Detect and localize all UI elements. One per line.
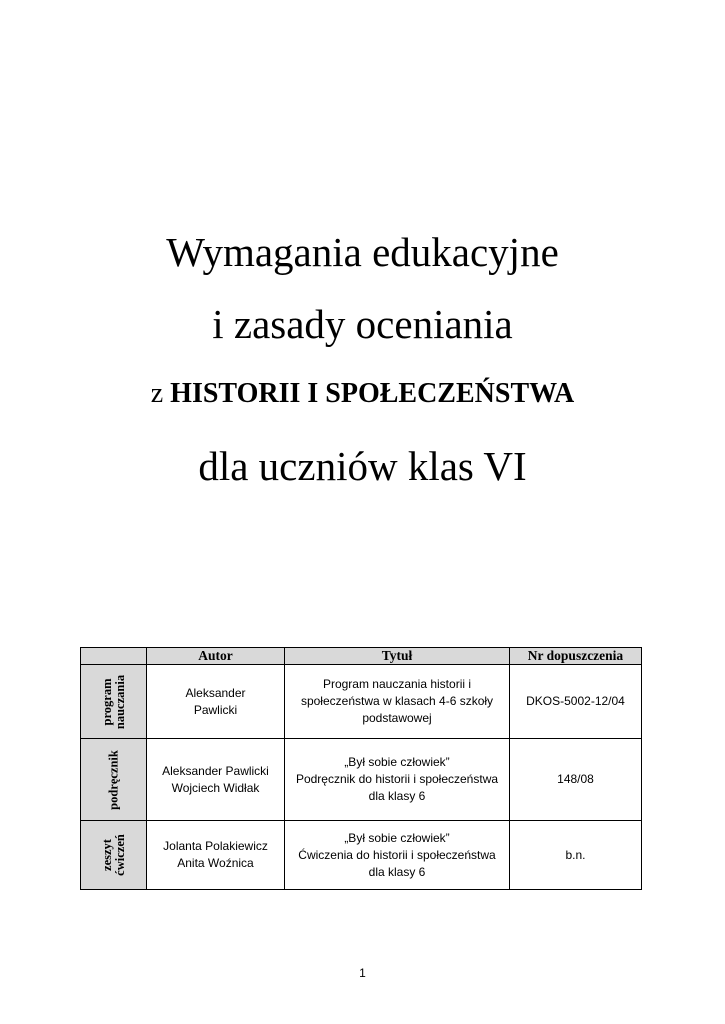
header-title: Tytuł bbox=[285, 648, 510, 665]
cell-author: Jolanta Polakiewicz Anita Woźnica bbox=[147, 821, 285, 890]
table-header-row bbox=[81, 648, 642, 665]
materials-table bbox=[80, 647, 642, 890]
cell-author: Aleksander Pawlicki Wojciech Widłak bbox=[147, 739, 285, 821]
document-title-line2: i zasady oceniania bbox=[212, 301, 513, 347]
header-corner-cell bbox=[81, 648, 147, 665]
table-row bbox=[81, 739, 642, 821]
table-row bbox=[81, 665, 642, 739]
header-author: Autor bbox=[147, 648, 285, 665]
page-number: 1 bbox=[359, 966, 366, 980]
row-label-text: podręcznik bbox=[106, 749, 120, 810]
document-title-line4: dla uczniów klas VI bbox=[198, 443, 527, 489]
subject-name: HISTORII I SPOŁECZEŃSTWA bbox=[170, 378, 575, 409]
cell-number: DKOS-5002-12/04 bbox=[510, 665, 642, 739]
row-label-zeszyt bbox=[81, 821, 147, 890]
document-title-line1: Wymagania edukacyjne bbox=[166, 229, 559, 275]
row-label-text: program nauczania bbox=[99, 674, 127, 729]
row-label-text: zeszyt ćwiczeń bbox=[99, 834, 127, 876]
subject-prefix: z bbox=[150, 378, 171, 409]
table-row bbox=[81, 821, 642, 890]
row-label-program bbox=[81, 665, 147, 739]
row-label-podrecznik bbox=[81, 739, 147, 821]
header-number: Nr dopuszczenia bbox=[510, 648, 642, 665]
cell-title: „Był sobie człowiek” Podręcznik do historii i społeczeństwa dla klasy 6 bbox=[285, 739, 510, 821]
cell-number: 148/08 bbox=[510, 739, 642, 821]
cell-title: Program nauczania historii i społeczeństwa w klasach 4-6 szkoły podstawowej bbox=[285, 665, 510, 739]
document-title-subject bbox=[0, 378, 725, 410]
cell-number: b.n. bbox=[510, 821, 642, 890]
cell-author: Aleksander Pawlicki bbox=[147, 665, 285, 739]
cell-title: „Był sobie człowiek” Ćwiczenia do historii i społeczeństwa dla klasy 6 bbox=[285, 821, 510, 890]
